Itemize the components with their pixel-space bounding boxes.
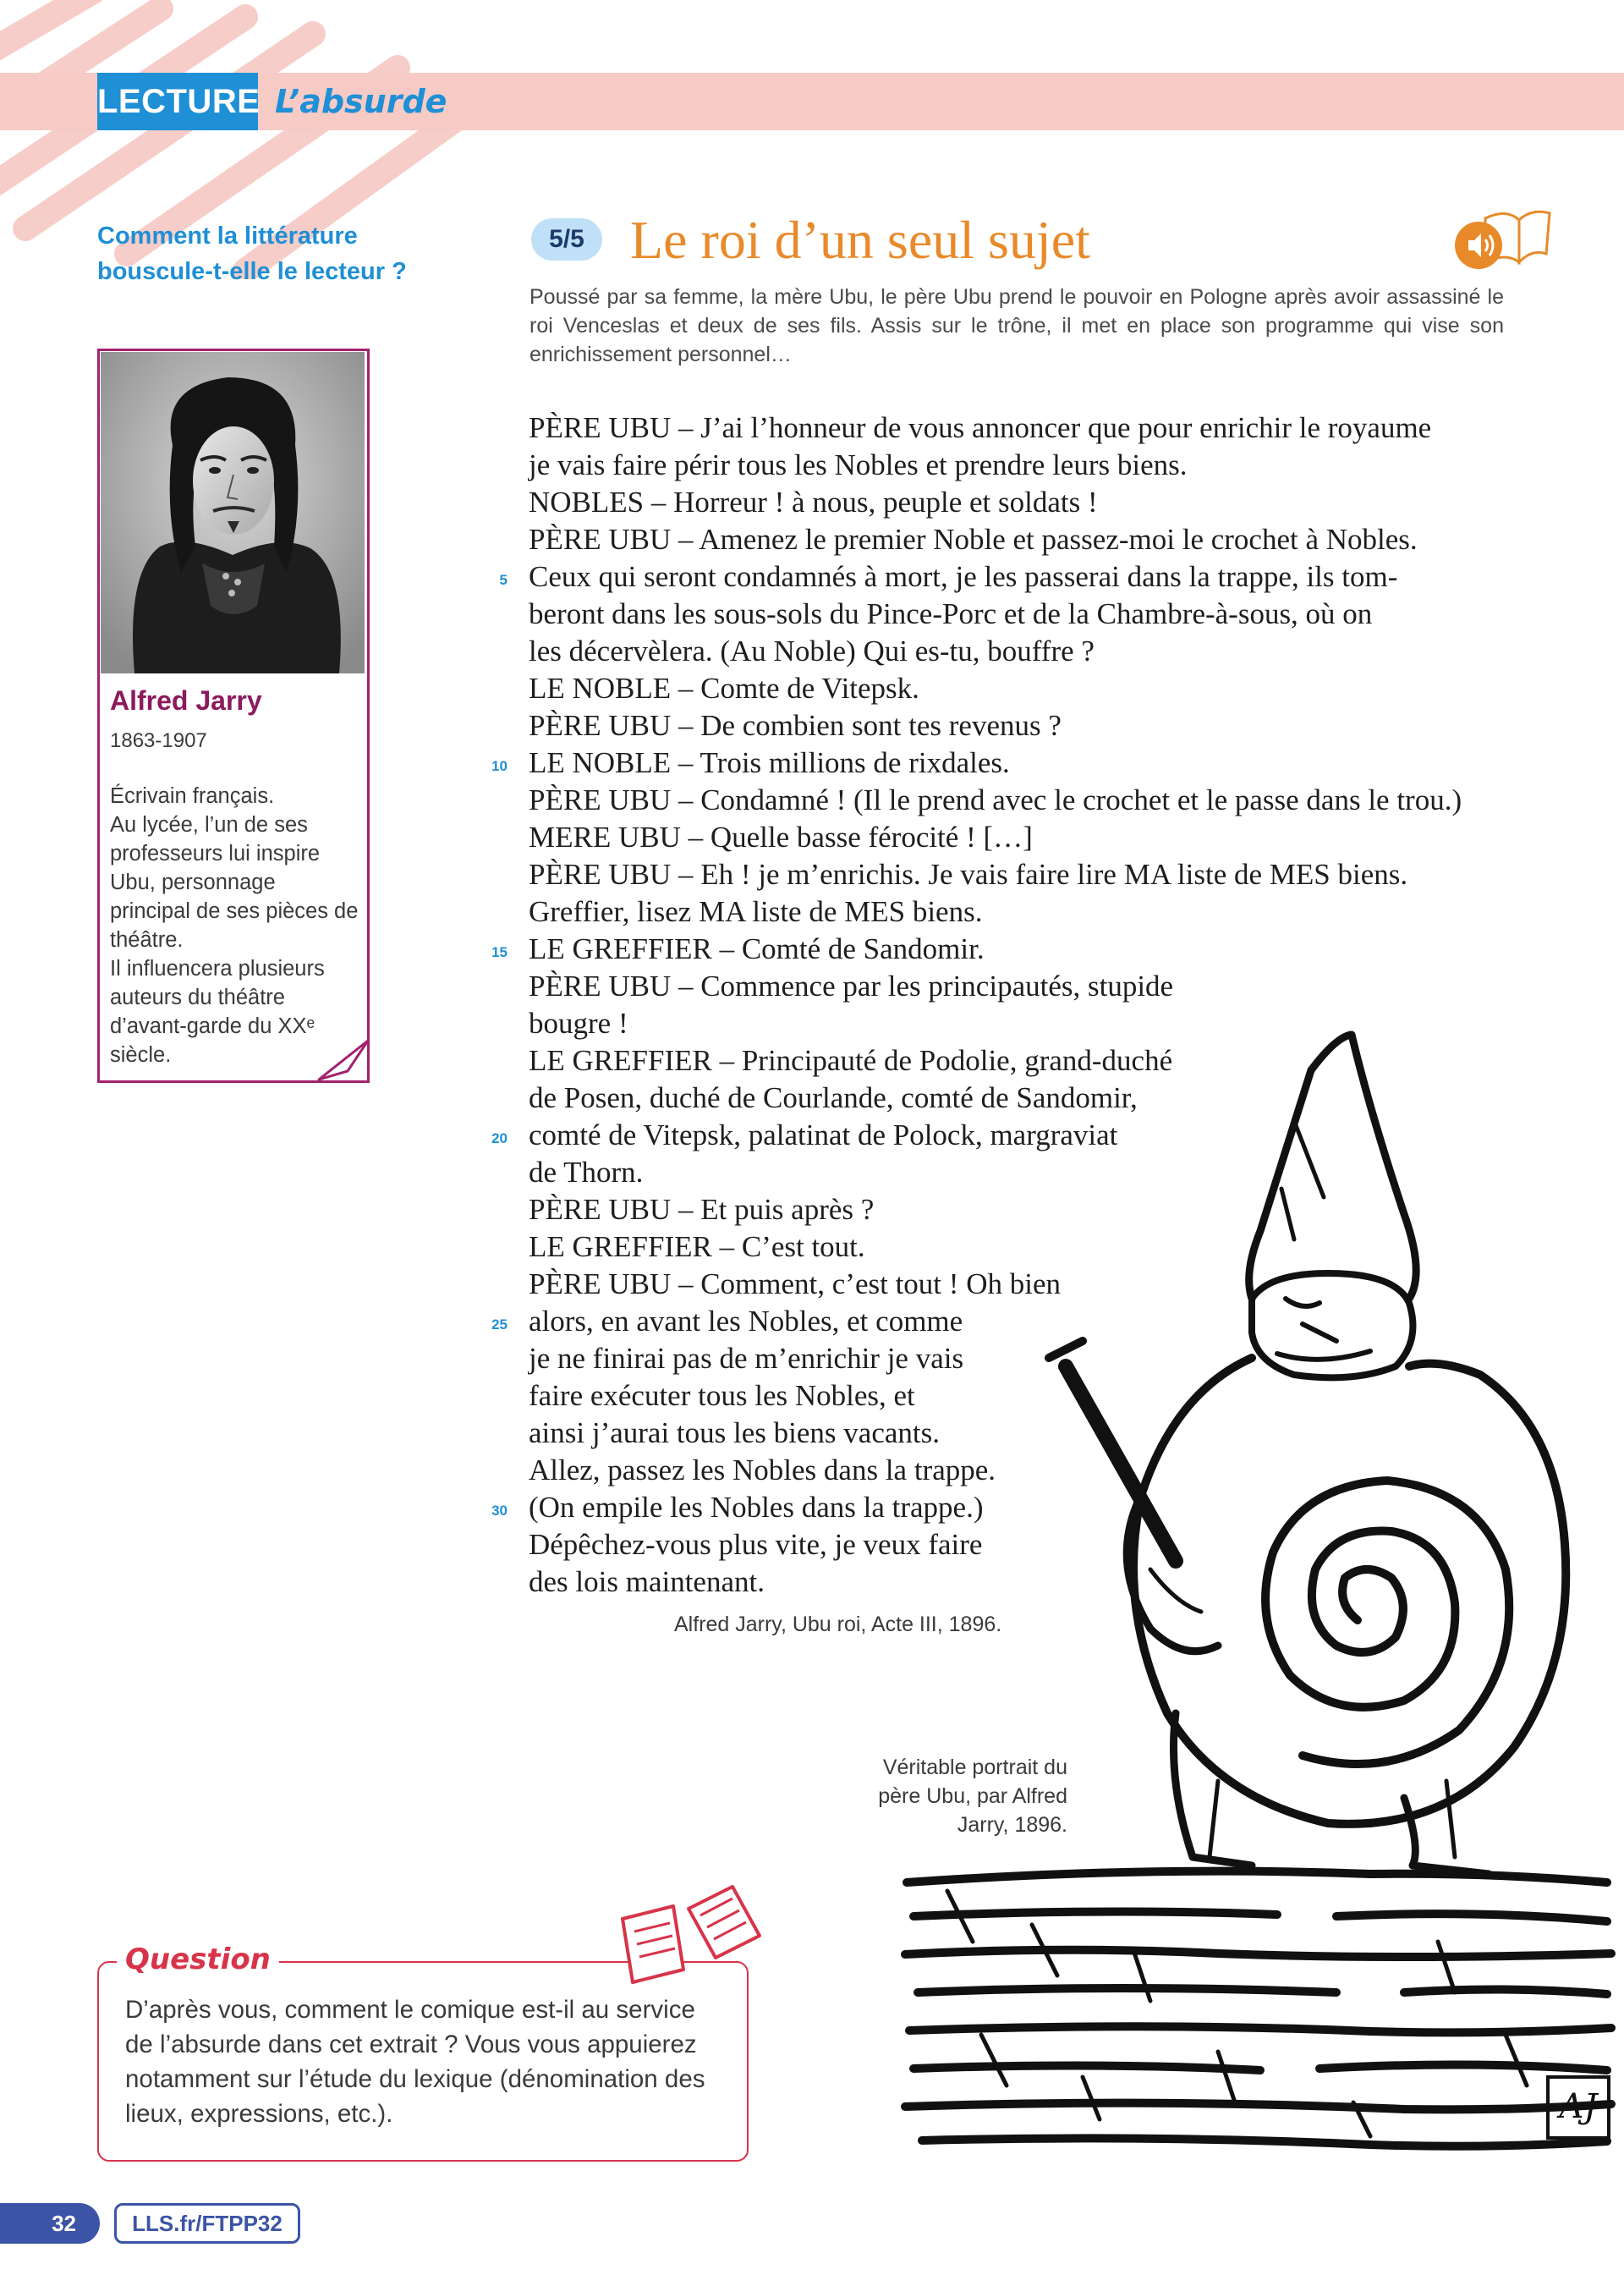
page-number <box>0 2203 100 2244</box>
play-line: PÈRE UBU – J’ai l’honneur de vous annoncer que pour enrichir le royaume <box>529 411 1432 444</box>
play-line: MERE UBU – Quelle basse férocité ! […] <box>529 821 1033 854</box>
play-line: LE GREFFIER – Comté de Sandomir. <box>529 932 985 965</box>
author-bio-line: Écrivain français. <box>110 784 275 808</box>
line-number: 30 <box>491 1503 508 1519</box>
lesson-badge: 5/5 <box>531 218 602 261</box>
play-line: LE NOBLE – Trois millions de rixdales. <box>529 746 1010 779</box>
play-line: de Thorn. <box>529 1156 644 1189</box>
line-number: 20 <box>491 1130 508 1146</box>
card-corner-fold-icon <box>317 1037 370 1081</box>
play-line: comté de Vitepsk, palatinat de Polock, margraviat <box>529 1118 1118 1151</box>
play-line: PÈRE UBU – Commence par les principautés, stupide <box>529 970 1174 1003</box>
play-line: LE NOBLE – Comte de Vitepsk. <box>529 672 919 705</box>
play-line: (On empile les Nobles dans la trappe.) <box>529 1491 984 1524</box>
chapter-theme: L’absurde <box>275 83 447 120</box>
play-line: PÈRE UBU – Eh ! je m’enrichis. Je vais faire lire MA liste de MES biens. <box>529 858 1408 891</box>
question-papers-icon <box>614 1885 763 1992</box>
question-title: Question <box>117 1941 279 1978</box>
play-line: Greffier, lisez MA liste de MES biens. <box>529 895 983 928</box>
resource-link[interactable]: LLS.fr/FTPP32 <box>114 2203 300 2244</box>
play-line: PÈRE UBU – Et puis après ? <box>529 1193 875 1226</box>
author-dates: 1863-1907 <box>110 729 207 752</box>
line-number: 15 <box>491 944 508 960</box>
author-portrait-photo <box>101 352 365 673</box>
play-line: alors, en avant les Nobles, et comme <box>529 1305 963 1338</box>
play-line: faire exécuter tous les Nobles, et <box>529 1379 915 1412</box>
play-line: PÈRE UBU – Condamné ! (Il le prend avec le crochet et le passe dans le trou.) <box>529 783 1462 816</box>
play-line: NOBLES – Horreur ! à nous, peuple et soldats ! <box>529 486 1098 519</box>
play-line: les décervèlera. (Au Noble) Qui es-tu, bouffre ? <box>529 635 1095 668</box>
play-line: Ceux qui seront condamnés à mort, je les passerai dans la trappe, ils tom- <box>529 560 1398 593</box>
play-line: bougre ! <box>529 1007 628 1040</box>
play-line: Dépêchez-vous plus vite, je veux faire <box>529 1528 983 1561</box>
play-line: PÈRE UBU – Amenez le premier Noble et passez-moi le crochet à Nobles. <box>529 523 1418 556</box>
play-line: ainsi j’aurai tous les biens vacants. <box>529 1416 940 1449</box>
audio-book-icon[interactable] <box>1451 201 1551 272</box>
lesson-introduction: Poussé par sa femme, la mère Ubu, le père Ubu prend le pouvoir en Pologne après avoir assassiné le roi Venceslas et deux de ses fils. Assis sur le trône, il met en place son programme qui vise son enrichissement personnel… <box>529 285 1504 366</box>
question-text: D’après vous, comment le comique est-il au service de l’absurde dans cet extrait ? Vous vous appuierez notamment sur l’étude du lexique (dénomination des lieux, expressions, etc.). <box>125 1996 705 2128</box>
play-line: PÈRE UBU – Comment, c’est tout ! Oh bien <box>529 1267 1061 1300</box>
play-line: de Posen, duché de Courlande, comté de Sandomir, <box>529 1081 1138 1114</box>
lesson-title: Le roi d’un seul sujet <box>630 210 1090 270</box>
author-bio-line: Il influencera plusieurs auteurs du théâtre d’avant-garde du XXᵉ siècle. <box>110 957 325 1067</box>
line-number: 5 <box>499 572 508 588</box>
illustration-caption: Véritable portrait du père Ubu, par Alfred Jarry, 1896. <box>878 1756 1067 1837</box>
play-line: je ne finirai pas de m’enrichir je vais <box>529 1342 964 1375</box>
section-label: LECTURE <box>97 73 258 130</box>
line-number: 25 <box>491 1316 508 1333</box>
play-line: Allez, passez les Nobles dans la trappe. <box>529 1453 996 1486</box>
author-biography <box>110 782 359 1069</box>
play-line: LE GREFFIER – C’est tout. <box>529 1230 865 1263</box>
play-line: beront dans les sous-sols du Pince-Porc et de la Chambre-à-sous, où on <box>529 597 1373 630</box>
author-name: Alfred Jarry <box>110 685 262 716</box>
play-line: je vais faire périr tous les Nobles et prendre leurs biens. <box>529 448 1188 481</box>
side-question: Comment la littérature bouscule-t-elle le lecteur ? <box>97 223 407 285</box>
source-citation: Alfred Jarry, Ubu roi, Acte III, 1896. <box>674 1613 1002 1636</box>
pere-ubu-drawing <box>897 1019 1624 2174</box>
play-line: LE GREFFIER – Principauté de Podolie, grand-duché <box>529 1044 1173 1077</box>
illustration-signature: AJ <box>1559 2087 1598 2126</box>
play-line: PÈRE UBU – De combien sont tes revenus ? <box>529 709 1062 742</box>
play-line: des lois maintenant. <box>529 1565 765 1598</box>
author-bio-line: Au lycée, l’un de ses professeurs lui inspire Ubu, personnage principal de ses pièces de théâtre. <box>110 813 359 952</box>
line-number: 10 <box>491 758 508 774</box>
page-number-label: 32 <box>52 2211 76 2236</box>
